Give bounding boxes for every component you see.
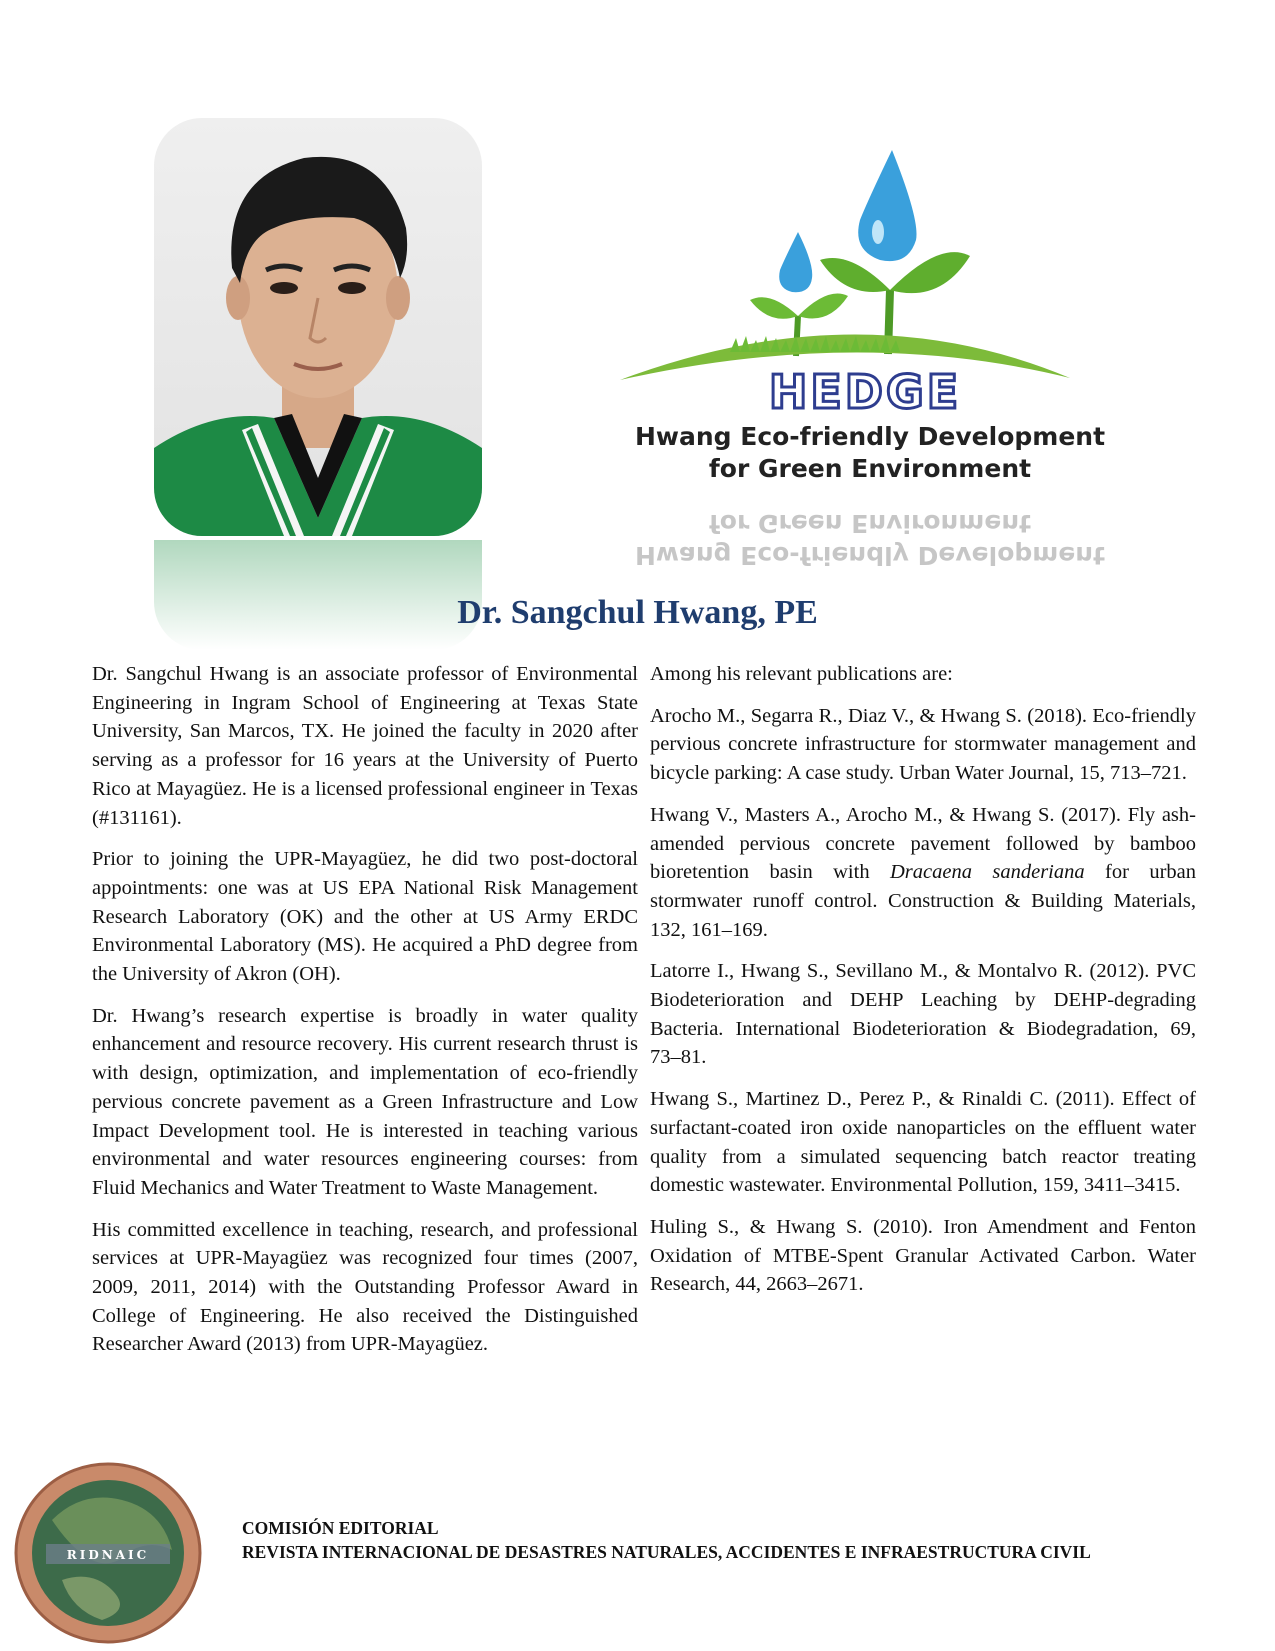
bio-paragraph: His committed excellence in teaching, research, and professional services at UPR-Mayagüez was recognized four times (2007, 2009, 2011, 2014) with the Outstanding Professor Award in College of Engineering. He also received the Distinguished Researcher Award (2013) from UPR-Mayagüez. [92,1218,638,1356]
logo-line-2: for Green Environment [708,454,1032,483]
footer-line-2: REVISTA INTERNACIONAL DE DESASTRES NATURALES, ACCIDENTES E INFRAESTRUCTURA CIVIL [242,1542,1091,1562]
seal-graphic [12,1460,204,1646]
logo-line-1: Hwang Eco-friendly Development [634,422,1106,451]
bio-paragraph: Prior to joining the UPR-Mayagüez, he did two post-doctoral appointments: one was at US EPA National Risk Management Research Laboratory (OK) and the other at US Army ERDC Environmental Laboratory (MS). He acquired a PhD degree from the University of Akron (OH). [92,848,638,986]
species-name: Dracaena sanderiana [889,861,1085,884]
publication-item [650,801,1196,945]
portrait-illustration [154,118,482,536]
publications-column [650,660,1196,1312]
logo-reflection-line-2: for Green Environment [708,509,1032,538]
publication-text: Hwang V., Masters A., Arocho M., & Hwang S. (2017). Fly ash-amended pervious concrete pavement followed by bamboo bioretention basin with [650,803,1196,884]
publication-text: for urban stormwater runoff control. Construction & Building Materials, 132, 161–169. [650,861,1197,941]
seal-text: RIDNAIC [66,1548,150,1562]
hedge-logo [620,140,1120,580]
logo-reflection [620,490,1120,570]
publication-item: Latorre I., Hwang S., Sevillano M., & Montalvo R. (2012). PVC Biodeterioration and DEHP Leaching by DEHP-degrading Bacteria. International Biodeterioration & Biodegradation, 69, 73–81. [650,960,1196,1069]
biography-column [92,660,638,1372]
publication-item: Huling S., & Hwang S. (2010). Iron Amendment and Fenton Oxidation of MTBE-Spent Granular Activated Carbon. Water Research, 44, 2663–2671. [650,1215,1196,1296]
footer [242,1516,1091,1564]
footer-line-1: COMISIÓN EDITORIAL [242,1518,439,1538]
journal-seal [12,1460,204,1646]
publications-intro: Among his relevant publications are: [650,663,953,685]
publication-item: Hwang S., Martinez D., Perez P., & Rinaldi C. (2011). Effect of surfactant-coated iron oxide nanoparticles on the effluent water quality from a simulated sequencing batch reactor treating domestic wastewater. Environmental Pollution, 159, 3411–3415. [650,1088,1196,1197]
bio-paragraph: Dr. Sangchul Hwang is an associate professor of Environmental Engineering in Ingram School of Engineering at Texas State University, San Marcos, TX. He joined the faculty in 2020 after serving as a professor for 16 years at the University of Puerto Rico at Mayagüez. He is a licensed professional engineer in Texas (#131161). [92,663,638,829]
bio-paragraph: Dr. Hwang’s research expertise is broadly in water quality enhancement and resource recovery. His current research thrust is with design, optimization, and implementation of eco-friendly pervious concrete pavement as a Green Infrastructure and Low Impact Development tool. He is interested in teaching various environmental and water resources engineering courses: from Fluid Mechanics and Water Treatment to Waste Management. [92,1004,638,1199]
logo-acronym: HEDGE [768,365,962,419]
portrait-photo [154,118,482,536]
logo-reflection-line-1: Hwang Eco-friendly Development [634,541,1106,570]
page-title: Dr. Sangchul Hwang, PE [457,594,818,631]
logo-graphic [620,140,1120,420]
publication-item: Arocho M., Segarra R., Diaz V., & Hwang S. (2018). Eco-friendly pervious concrete infrastructure for stormwater management and bicycle parking: A case study. Urban Water Journal, 15, 713–721. [650,704,1196,785]
